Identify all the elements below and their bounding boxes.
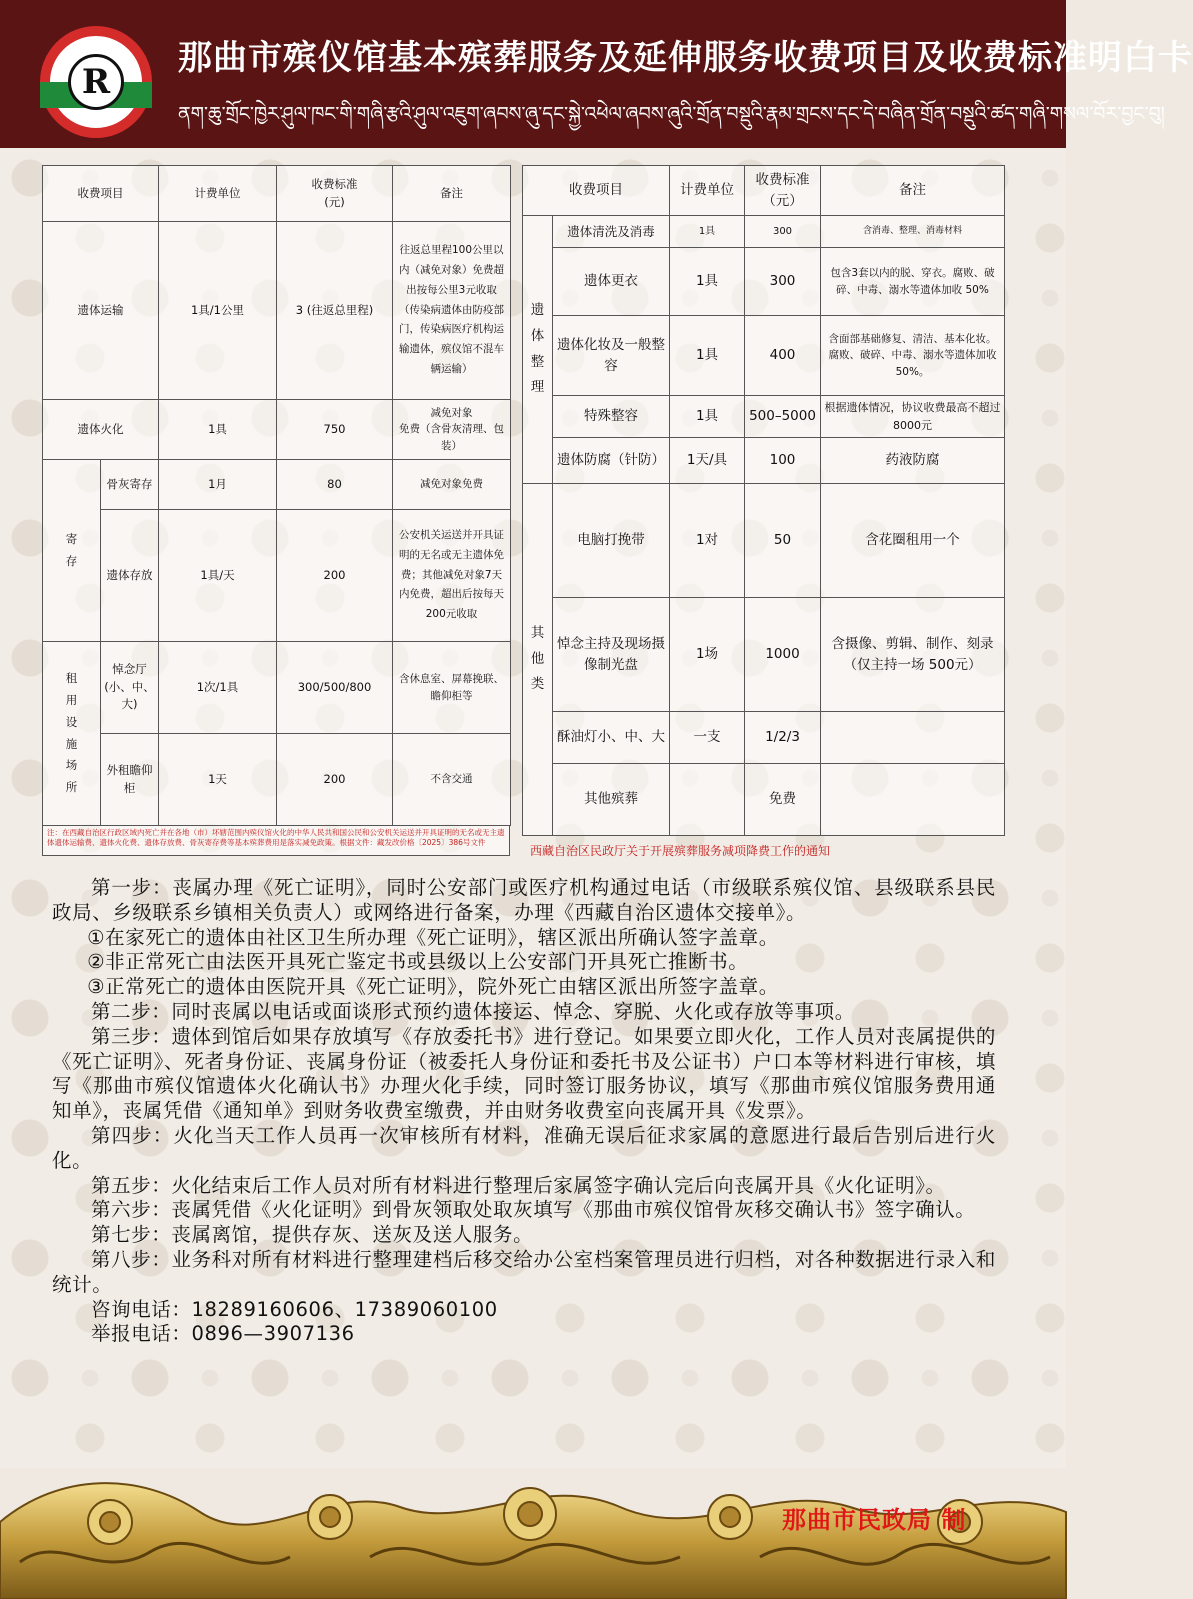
item-unit: 1场	[670, 598, 745, 712]
item-name: 电脑打挽带	[553, 484, 670, 598]
step-paragraph: 第三步：遗体到馆后如果存放填写《存放委托书》进行登记。如果要立即火化，工作人员对丧属提供的《死亡证明》、死者身份证、丧属身份证（被委托人身份证和委托书及公证书）户口本等材料进行审核，填写《那曲市殡仪馆遗体火化确认书》办理火化手续，同时签订服务协议，填写《那曲市殡仪馆服务费用通知单》，丧属凭借《通知单》到财务收费室缴费，并由财务收费室向丧属开具《发票》。	[52, 1024, 996, 1123]
item-note: 含摄像、剪辑、制作、刻录（仅主持一场 500元）	[821, 598, 1005, 712]
item-price: 1000	[745, 598, 821, 712]
table-row	[523, 216, 1005, 248]
step-paragraph: ③正常死亡的遗体由医院开具《死亡证明》，院外死亡由辖区派出所签字盖章。	[87, 975, 779, 999]
item-name: 遗体化妆及一般整容	[553, 316, 670, 396]
col-header-item: 收费项目	[43, 166, 159, 222]
col-header-item: 收费项目	[523, 166, 670, 216]
step-paragraph: 第五步：火化结束后工作人员对所有材料进行整理后家属签字确认完后向丧属开具《火化证明》。	[91, 1173, 946, 1197]
item-price: 750	[277, 400, 393, 460]
item-price: 200	[277, 734, 393, 826]
col-header-price: 收费标准 （元）	[745, 166, 821, 216]
item-note: 根据遗体情况，协议收费最高不超过 8000元	[821, 396, 1005, 438]
table-row	[523, 438, 1005, 484]
item-unit: 1具	[670, 316, 745, 396]
item-note: 公安机关运送并开具证明的无名或无主遗体免费；其他减免对象7天内免费，超出后按每天200元收取	[393, 510, 511, 642]
item-price: 50	[745, 484, 821, 598]
item-note: 往返总里程100公里以内（减免对象）免费超出按每公里3元收取（传染病遗体由防疫部门，传染病医疗机构运输遗体，殡仪馆不混车辆运输）	[393, 222, 511, 400]
item-unit: 一支	[670, 712, 745, 764]
table-row-transport	[43, 222, 511, 400]
step-paragraph: ②非正常死亡由法医开具死亡鉴定书或县级以上公安部门开具死亡推断书。	[87, 950, 749, 974]
item-name: 特殊整容	[553, 396, 670, 438]
item-price: 80	[277, 460, 393, 510]
item-name: 悼念主持及现场摄像制光盘	[553, 598, 670, 712]
item-name: 悼念厅 (小、中、大)	[101, 642, 159, 734]
item-name: 遗体清洗及消毒	[553, 216, 670, 248]
issuer-label: 那曲市民政局 制	[782, 1506, 967, 1534]
item-price: 免费	[745, 764, 821, 836]
item-note: 含面部基础修复、清洁、基本化妆。腐败、破碎、中毒、溺水等遗体加收50%。	[821, 316, 1005, 396]
consult-phone: 咨询电话：18289160606、17389060100	[91, 1297, 498, 1321]
item-note: 不含交通	[393, 734, 511, 826]
item-name: 遗体防腐（针防）	[553, 438, 670, 484]
item-unit: 1次/1具	[159, 642, 277, 734]
item-unit	[670, 764, 745, 836]
funeral-home-logo	[40, 26, 152, 138]
group-label-storage: 寄 存	[43, 460, 101, 642]
item-note: 含休息室、屏幕挽联、瞻仰柜等	[393, 642, 511, 734]
col-header-unit: 计费单位	[670, 166, 745, 216]
table-row	[523, 396, 1005, 438]
col-header-unit: 计费单位	[159, 166, 277, 222]
extended-fee-table	[522, 165, 1005, 836]
table-row-cabinet	[43, 734, 511, 826]
step-paragraph: 第八步：业务科对所有材料进行整理建档后移交给办公室档案管理员进行归档，对各种数据进行录入和统计。	[52, 1247, 996, 1296]
item-unit: 1对	[670, 484, 745, 598]
table-row	[523, 316, 1005, 396]
table-row	[523, 764, 1005, 836]
item-unit: 1具/天	[159, 510, 277, 642]
item-name: 遗体运输	[43, 222, 159, 400]
col-header-note: 备注	[393, 166, 511, 222]
item-price: 100	[745, 438, 821, 484]
table-row	[523, 712, 1005, 764]
report-phone: 举报电话：0896—3907136	[91, 1322, 355, 1346]
item-note: 药液防腐	[821, 438, 1005, 484]
step-paragraph: 第二步：同时丧属以电话或面谈形式预约遗体接运、悼念、穿脱、火化或存放等事项。	[91, 999, 855, 1023]
table-row-cremation	[43, 400, 511, 460]
item-price: 200	[277, 510, 393, 642]
item-unit: 1具	[159, 400, 277, 460]
table-row	[523, 484, 1005, 598]
step-paragraph: 第六步：丧属凭借《火化证明》到骨灰领取处取灰填写《那曲市殡仪馆骨灰移交确认书》签字确认。	[91, 1198, 976, 1222]
item-unit: 1具	[670, 396, 745, 438]
item-price: 300	[745, 248, 821, 316]
step-paragraph: ①在家死亡的遗体由社区卫生所办理《死亡证明》，辖区派出所确认签字盖章。	[87, 925, 779, 949]
table-row	[523, 598, 1005, 712]
item-name: 酥油灯小、中、大	[553, 712, 670, 764]
item-name: 其他殡葬	[553, 764, 670, 836]
step-paragraph: 第四步：火化当天工作人员再一次审核所有材料，准确无误后征求家属的意愿进行最后告别后进行火化。	[52, 1123, 996, 1172]
page-subtitle-tibetan: ནག་ཆུ་གྲོང་ཁྱེར་ཤུལ་ཁང་གི་གཞི་རྩའི་ཤུལ་འཇུག་ཞབས་ཞུ་དང་སྐྱེ་འཕེལ་ཞབས་ཞུའི་གྲོན་བསྡུའི་རྣམ་གྲངས་དང་དེ་བཞིན་གྲོན་བསྡུའི་ཚད་གཞི་གསལ་བོར་བྱང་བུ།	[178, 103, 1165, 125]
col-header-note: 备注	[821, 166, 1005, 216]
item-unit: 1具	[670, 248, 745, 316]
item-name: 遗体更衣	[553, 248, 670, 316]
item-note: 包含3套以内的脱、穿衣。腐败、破碎、中毒、溺水等遗体加收 50%	[821, 248, 1005, 316]
item-unit: 1月	[159, 460, 277, 510]
group-label-rental: 租 用 设 施 场 所	[43, 642, 101, 826]
item-note: 减免对象 免费（含骨灰清理、包装）	[393, 400, 511, 460]
item-price: 500–5000	[745, 396, 821, 438]
item-name: 骨灰寄存	[101, 460, 159, 510]
item-note: 含花圈租用一个	[821, 484, 1005, 598]
item-price: 300/500/800	[277, 642, 393, 734]
item-price: 300	[745, 216, 821, 248]
right-table-footnote: 西藏自治区民政厅关于开展殡葬服务减项降费工作的通知	[530, 844, 831, 858]
item-name: 遗体火化	[43, 400, 159, 460]
item-price: 1/2/3	[745, 712, 821, 764]
item-price: 400	[745, 316, 821, 396]
col-header-price: 收费标准 (元)	[277, 166, 393, 222]
item-note: 含消毒、整理、消毒材料	[821, 216, 1005, 248]
table-row-ash-storage	[43, 460, 511, 510]
item-unit: 1具	[670, 216, 745, 248]
item-name: 遗体存放	[101, 510, 159, 642]
left-table-footnote: 注：在西藏自治区行政区域内死亡并在各地（市）坏辖范围内殡仪馆火化的中华人民共和国公民和公安机关运送并开具证明的无名或无主遗体遗体运输费、遗体火化费、遗体存放费、骨灰寄存费等基本殡葬费用是落实减免政策。根据文件：藏发改价格〔2025〕386号文件	[42, 826, 510, 856]
step-paragraph: 第一步：丧属办理《死亡证明》，同时公安部门或医疗机构通过电话（市级联系殡仪馆、县级联系县民政局、乡级联系乡镇相关负责人）或网络进行备案，办理《西藏自治区遗体交接单》。	[52, 876, 996, 924]
table-row-hall	[43, 642, 511, 734]
page-title: 那曲市殡仪馆基本殡葬服务及延伸服务收费项目及收费标准明白卡	[178, 38, 1193, 78]
table-row	[523, 248, 1005, 316]
item-note	[821, 712, 1005, 764]
header-banner	[0, 0, 1193, 148]
basic-fee-table	[42, 165, 511, 826]
item-name: 外租瞻仰柜	[101, 734, 159, 826]
table-row-body-storage	[43, 510, 511, 642]
item-note	[821, 764, 1005, 836]
group-label-other: 其 他 类	[523, 484, 553, 836]
item-unit: 1具/1公里	[159, 222, 277, 400]
group-label-body-care: 遗 体 整 理	[523, 216, 553, 484]
item-note: 减免对象免费	[393, 460, 511, 510]
process-steps	[52, 876, 996, 1347]
item-unit: 1天/具	[670, 438, 745, 484]
item-unit: 1天	[159, 734, 277, 826]
logo-glyph: R	[68, 54, 124, 110]
step-paragraph: 第七步：丧属离馆，提供存灰、送灰及送人服务。	[91, 1223, 534, 1247]
item-price: 3 (往返总里程)	[277, 222, 393, 400]
